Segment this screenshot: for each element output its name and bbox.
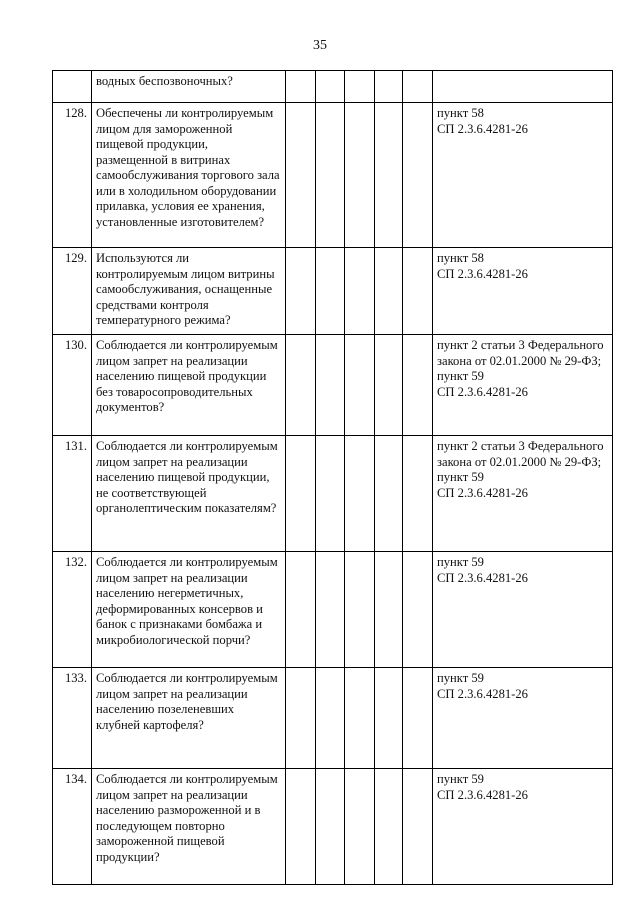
reference-cell: пункт 59 СП 2.3.6.4281-26 <box>433 552 613 668</box>
answer-cell <box>316 248 345 335</box>
answer-cell <box>403 436 433 552</box>
row-number: 131. <box>53 436 92 552</box>
reference-cell: пункт 2 статьи 3 Федерального закона от 02.01.2000 № 29-ФЗ; пункт 59 СП 2.3.6.4281-26 <box>433 436 613 552</box>
answer-cell <box>345 769 375 885</box>
answer-cell <box>375 552 403 668</box>
checklist-table <box>52 70 613 885</box>
answer-cell <box>345 335 375 436</box>
row-number: 130. <box>53 335 92 436</box>
table-row <box>53 436 613 552</box>
row-number: 133. <box>53 668 92 769</box>
answer-cell <box>286 71 316 103</box>
table-row <box>53 71 613 103</box>
answer-cell <box>345 436 375 552</box>
question-cell: водных беспозвоночных? <box>92 71 286 103</box>
table-row <box>53 248 613 335</box>
checklist-rows <box>53 71 613 885</box>
table-row <box>53 769 613 885</box>
question-cell: Соблюдается ли контролируемым лицом запрет на реализации населению размороженной и в последующем повторно замороженной пищевой продукции? <box>92 769 286 885</box>
row-number <box>53 71 92 103</box>
question-cell: Соблюдается ли контролируемым лицом запрет на реализации населению позеленевших клубней картофеля? <box>92 668 286 769</box>
reference-cell: пункт 59 СП 2.3.6.4281-26 <box>433 668 613 769</box>
answer-cell <box>375 769 403 885</box>
answer-cell <box>316 668 345 769</box>
table-row <box>53 668 613 769</box>
answer-cell <box>403 103 433 248</box>
row-number: 129. <box>53 248 92 335</box>
answer-cell <box>375 71 403 103</box>
answer-cell <box>375 436 403 552</box>
answer-cell <box>316 552 345 668</box>
question-cell: Обеспечены ли контролируемым лицом для замороженной пищевой продукции, размещенной в витринах самообслуживания торгового зала или в холодильном оборудовании прилавка, условия ее хранения, установленные изготовителем? <box>92 103 286 248</box>
answer-cell <box>403 668 433 769</box>
answer-cell <box>375 248 403 335</box>
answer-cell <box>345 103 375 248</box>
question-cell: Соблюдается ли контролируемым лицом запрет на реализации населению негерметичных, деформированных консервов и банок с признаками бомбажа и микробиологической порчи? <box>92 552 286 668</box>
answer-cell <box>375 668 403 769</box>
reference-cell <box>433 71 613 103</box>
answer-cell <box>286 552 316 668</box>
answer-cell <box>316 103 345 248</box>
answer-cell <box>375 103 403 248</box>
answer-cell <box>345 71 375 103</box>
table-row <box>53 552 613 668</box>
table-row <box>53 103 613 248</box>
answer-cell <box>286 335 316 436</box>
answer-cell <box>345 552 375 668</box>
page-number: 35 <box>313 38 327 53</box>
answer-cell <box>375 335 403 436</box>
reference-cell: пункт 58 СП 2.3.6.4281-26 <box>433 248 613 335</box>
answer-cell <box>345 668 375 769</box>
reference-cell: пункт 2 статьи 3 Федерального закона от 02.01.2000 № 29-ФЗ; пункт 59 СП 2.3.6.4281-26 <box>433 335 613 436</box>
table-row <box>53 335 613 436</box>
row-number: 134. <box>53 769 92 885</box>
answer-cell <box>286 668 316 769</box>
row-number: 132. <box>53 552 92 668</box>
answer-cell <box>403 248 433 335</box>
row-number: 128. <box>53 103 92 248</box>
question-cell: Соблюдается ли контролируемым лицом запрет на реализации населению пищевой продукции, не соответствующей органолептическим показателям? <box>92 436 286 552</box>
reference-cell: пункт 59 СП 2.3.6.4281-26 <box>433 769 613 885</box>
answer-cell <box>286 436 316 552</box>
answer-cell <box>286 248 316 335</box>
answer-cell <box>403 552 433 668</box>
answer-cell <box>316 71 345 103</box>
answer-cell <box>316 335 345 436</box>
answer-cell <box>403 769 433 885</box>
answer-cell <box>403 71 433 103</box>
question-cell: Соблюдается ли контролируемым лицом запрет на реализации населению пищевой продукции без товаросопроводительных документов? <box>92 335 286 436</box>
answer-cell <box>316 769 345 885</box>
answer-cell <box>286 103 316 248</box>
answer-cell <box>316 436 345 552</box>
question-cell: Используются ли контролируемым лицом витрины самообслуживания, оснащенные средствами контроля температурного режима? <box>92 248 286 335</box>
answer-cell <box>286 769 316 885</box>
answer-cell <box>403 335 433 436</box>
answer-cell <box>345 248 375 335</box>
reference-cell: пункт 58 СП 2.3.6.4281-26 <box>433 103 613 248</box>
